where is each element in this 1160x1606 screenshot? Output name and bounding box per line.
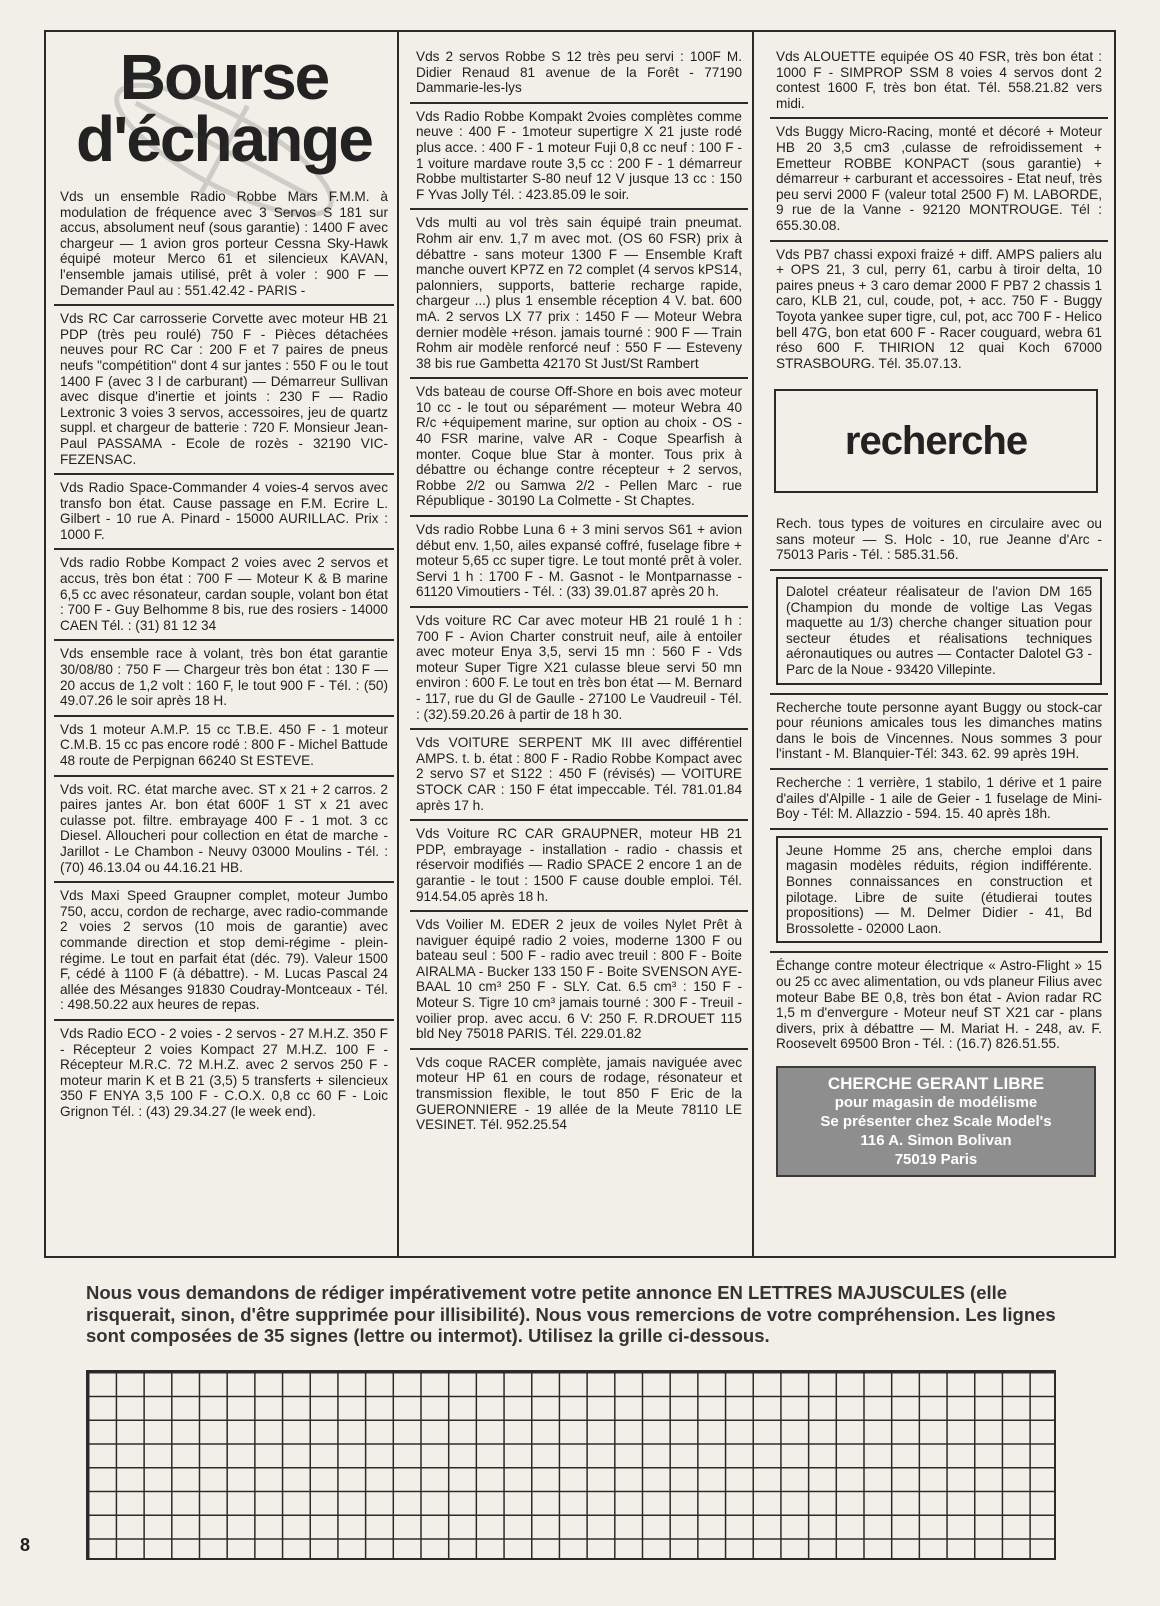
classified-ad: Vds Maxi Speed Graupner complet, moteur Jumbo 750, accu, cordon de recharge, avec radio-commande 2 voies 2 servos (10 mois de garantie) avec commande direction et stop demi-régime - plein-régime. Le tout en parfait état (déc. 79). Valeur 1500 F, cédé à 1100 F (à débattre). - M. Lucas Pascal 24 allée des Mésanges 91830 Coudray-Montceaux - Tél. : 498.50.22 aux heures de repas. bbox=[54, 883, 394, 1021]
classified-ad: Vds radio Robbe Kompact 2 voies avec 2 servos et accus, très bon état : 700 F — Moteur K & B marine 6,5 cc avec résonateur, cardan souple, volant bon état : 700 F - Guy Belhomme 8 bis, rue des rosiers - 14000 CAEN Tél. : (31) 81 12 34 bbox=[54, 550, 394, 641]
classified-ad: Vds Buggy Micro-Racing, monté et décoré + Moteur HB 20 3,5 cm3 ,culasse de refroidissement + Emetteur ROBBE KONPACT (sous garantie) + démarreur + carburant et accessoires - Etat neuf, très peu servi 2000 F (valeur total 2500 F) M. LABORDE, 9 rue de la Vanne - 92120 MONTROUGE. Tél : 655.30.08. bbox=[770, 119, 1108, 241]
wanted-ad: Échange contre moteur électrique « Astro-Flight » 15 ou 25 cc avec alimentation, ou vds planeur Filius avec moteur Babe BE 0,8, très bon état - Avion radar RC 1,5 m d'envergure - Moteur neuf ST X21 car - plans divers, prix à débattre — M. Mariat H. - 248, av. F. Roosevelt 69500 Bron - Tél. : (16.7) 826.51.55. bbox=[770, 951, 1108, 1058]
column-divider bbox=[752, 30, 754, 1258]
classified-ad: Vds coque RACER complète, jamais naviguée avec moteur HP 61 en cours de rodage, résonateur et transmission flexible, le tout 850 F Eric de la GUERONNIERE - 19 allée de la Meute 78110 LE VESINET. Tél. 952.25.54 bbox=[416, 1054, 742, 1133]
classified-ad: Vds RC Car carrosserie Corvette avec moteur HB 21 PDP (très peu roulé) 750 F - Pièces détachées neuves pour RC Car : 200 F et 7 paires de pneus neufs "compétition" dont 4 sur jantes : 550 F ou le tout 1400 F (avec 3 l de carburant) — Démarreur Sullivan avec disque d'inertie et joints : 230 F — Radio Lextronic 3 voies 3 servos, accessoires, jeu de quartz suppl. et chargeur de batterie : 720 F. Monsieur Jean-Paul PASSAMA - Ecole de rozès - 32190 VIC-FEZENSAC. bbox=[54, 306, 394, 475]
classified-ad: Vds ensemble race à volant, très bon état garantie 30/08/80 : 750 F — Chargeur très bon état : 130 F — 20 accus de 1,2 volt : 160 F, le tout 900 F - Tél. : (50) 49.07.26 le soir après 18 H. bbox=[54, 641, 394, 716]
classified-ad: Vds bateau de course Off-Shore en bois avec moteur 10 cc - le tout ou séparément — moteur Webra 40 R/c +équipement marine, sur option au choix - OS - 40 FSR marine, valve AR - Coque Spearfish à monter. Coque blue Star à monter. Tous prix à débattre ou échange contre récepteur + 2 servos, Robbe 2/2 ou Samwa 2/2 - Pellen Marc - rue République - 30190 La Colmette - St Chaptes. bbox=[410, 379, 748, 517]
ad-writing-grid[interactable] bbox=[86, 1370, 1056, 1560]
classified-ad: Vds Voilier M. EDER 2 jeux de voiles Nylet Prêt à naviguer équipé radio 2 voies, moderne 1300 F ou bateau seul : 500 F - radio avec treuil : 800 F - Boite AIRALMA - Bucker 133 150 F - Boite SVENSON AYE-BAAL 10 cm³ 250 F - SLY. Cat. 6.5 cm³ : 150 F - Moteur S. Tigre 10 cm³ jamais tourné : 300 F - Treuil - voilier prop. avec accu. 6 V: 250 F. R.DROUET 115 bld Ney 75018 PARIS. Tél. 229.01.82 bbox=[410, 912, 748, 1050]
wanted-ad: Rech. tous types de voitures en circulaire avec ou sans moteur — S. Holc - 10, rue Jeanne d'Arc - 75013 Paris - Tél. : 585.31.56. bbox=[770, 511, 1108, 571]
wanted-ad: Recherche : 1 verrière, 1 stabilo, 1 dérive et 1 paire d'ailes d'Alpille - 1 aile de Geier - 1 fuselage de Mini-Boy - Tél: M. Allazzio - 594. 15. 40 après 18h. bbox=[770, 770, 1108, 830]
classified-ad: Vds ALOUETTE equipée OS 40 FSR, très bon état : 1000 F - SIMPROP SSM 8 voies 4 servos dont 2 contest 1600 F, très bon état. Tél. 558.21.82 vers midi. bbox=[770, 44, 1108, 119]
gerant-line: pour magasin de modélisme bbox=[834, 1093, 1038, 1111]
classified-ad: Vds 1 moteur A.M.P. 15 cc T.B.E. 450 F - 1 moteur C.M.B. 15 cc pas encore rodé : 800 F - Michel Battude 48 route de Perpignan 66240 St ESTEVE. bbox=[54, 717, 394, 777]
classified-ad: Vds Radio Robbe Kompakt 2voies complètes comme neuve : 400 F - 1moteur supertigre X 21 juste rodé plus acce. : 400 F - 1 moteur Fuji 0,8 cc neuf : 100 F - 1 voiture mardave route 3,5 cc : 200 F - 1 démarreur Robbe multistarter S-80 neuf 12 V jusque 13 cc : 150 F Yvas Jolly Tél. : 423.85.09 le soir. bbox=[410, 104, 748, 211]
title-line-1: Bourse bbox=[119, 41, 329, 113]
wanted-ad: Recherche toute personne ayant Buggy ou stock-car pour réunions amicales tous les dimanches matins dans le bois de Vincennes. Nous sommes 3 pour l'instant - M. Blanquier-Tél: 343. 62. 99 après 19H. bbox=[770, 693, 1108, 770]
classified-ad: Vds voiture RC Car avec moteur HB 21 roulé 1 h : 700 F - Avion Charter construit neuf, aile à entoiler avec moteur Enya 3,5, servi 15 mn : 560 F - Vds moteur Super Tigre X21 culasse bleue servi 50 mn environ : 600 F. Le tout en très bon état — M. Bernard - 117, rue du Gl de Gaulle - 27100 Le Vaudreuil - Tél. : (32).59.20.26 à partir de 18 h 30. bbox=[410, 608, 748, 730]
title-line-2: d'échange bbox=[76, 103, 372, 175]
classified-ad: Vds radio Robbe Luna 6 + 3 mini servos S61 + avion début env. 1,50, ailes expansé coffré, fuselage fibre + moteur 5,65 cc super tigre. Le tout monté prêt à voler. Servi 1 h : 1700 F - M. Gasnot - le Montparnasse - 61120 Vimoutiers - Tél. : (33) 39.01.87 après 20 h. bbox=[410, 517, 748, 608]
classified-ad: Vds multi au vol très sain équipé train pneumat. Rohm air env. 1,7 m avec mot. (OS 60 FSR) prix à débattre - sans moteur 1300 F — Ensemble Kraft manche ouvert KP7Z en 72 complet (4 servos kPS14, palonniers, supports, batterie recharge rapide, chargeur ...) plus 1 ensemble réception 4 V. bat. 600 mA. 2 servos LX 77 prix : 1450 F — Moteur Webra dernier modèle +réson. jamais tourné : 900 F — Train Rohm air modèle renforcé neuf : 550 F — Esteveny 38 bis rue Gambetta 42170 St Just/St Rambert bbox=[410, 210, 748, 379]
column-divider bbox=[397, 30, 399, 1258]
page-number: 8 bbox=[20, 1535, 31, 1555]
classified-ad: Vds Voiture RC CAR GRAUPNER, moteur HB 21 PDP, embrayage - installation - radio - chassis et réservoir modifiés — Radio SPACE 2 encore 1 an de garantie - le tout : 1500 F cause double emploi. Tél. 914.54.05 après 18 h. bbox=[410, 821, 748, 912]
gerant-line: 116 A. Simon Bolivan bbox=[860, 1131, 1012, 1149]
wanted-ad-boxed: Jeune Homme 25 ans, cherche emploi dans magasin modèles réduits, région indifférente. Bonnes connaissances en construction et pilotage. Libre de suite (étudierai toutes propositions) — M. Delmer Didier - 41, Bd Brossolette - 02000 Laon. bbox=[776, 836, 1102, 944]
classified-ad: Vds 2 servos Robbe S 12 très peu servi : 100F M. Didier Renaud 81 avenue de la Forêt - 77190 Dammarie-les-lys bbox=[410, 44, 748, 104]
recherche-heading: recherche bbox=[774, 389, 1098, 493]
column-middle bbox=[410, 44, 748, 1139]
footer-notice: Nous vous demandons de rédiger impérativement votre petite annonce EN LETTRES MAJUSCULES (elle risquerait, sinon, d'être supprimée pour illisibilité). Nous vous remercions de votre compréhension. Les lignes sont composées de 35 signes (lettre ou intermot). Utilisez la grille ci-dessous. bbox=[86, 1282, 1056, 1346]
classified-ad: Vds voit. RC. état marche avec. ST x 21 + 2 carros. 2 paires jantes Ar. bon état 600F 1 ST x 21 avec culasse pot. filtre. embrayage 400 F - 1 mot. 3 cc Diesel. Alloucheri pour collection en état de marche - Jarillot - Le Chambon - Neuvy 03000 Moulins - Tél. : (70) 46.13.04 ou 44.16.21 HB. bbox=[54, 777, 394, 884]
gerant-line: Se présenter chez Scale Model's bbox=[820, 1112, 1052, 1130]
wanted-ad-boxed: Dalotel créateur réalisateur de l'avion DM 165 (Champion du monde de voltige Las Vegas maquette au 1/3) cherche changer situation pour secteur études et réalisations techniques aéronautiques ou autres — Contacter Dalotel G3 - Parc de la Noue - 93420 Villepinte. bbox=[776, 577, 1102, 685]
page-title bbox=[54, 40, 394, 184]
classified-ad: Vds un ensemble Radio Robbe Mars F.M.M. à modulation de fréquence avec 3 Servos S 181 sur accus, absolument neuf (sous garantie) : 1400 F avec chargeur — 1 avion gros porteur Cessna Sky-Hawk équipé moteur Merco 61 et silencieux KAVAN, l'ensemble jamais utilisé, prêt à voler : 900 F — Demander Paul au : 551.42.42 - PARIS - bbox=[54, 184, 394, 306]
column-right bbox=[770, 44, 1108, 1177]
classified-ad: Vds VOITURE SERPENT MK III avec différentiel AMPS. t. b. état : 800 F - Radio Robbe Kompact avec 2 servo S7 et S122 : 450 F (révisés) — VOITURE STOCK CAR : 150 F état impeccable. Tél. 781.01.84 après 17 h. bbox=[410, 730, 748, 821]
classified-ad: Vds Radio Space-Commander 4 voies-4 servos avec transfo bon état. Cause passage en F.M. Ecrire L. Gilbert - 10 rue A. Pinard - 15000 AURILLAC. Prix : 1000 F. bbox=[54, 475, 394, 550]
classified-ad: Vds PB7 chassi expoxi fraizé + diff. AMPS paliers alu + OPS 21, 3 cul, perry 61, carbu à tiroir delta, 10 paires pneus + 3 caro demar 2000 F PB7 2 chassis 1 caro, KLB 21, cul, coude, pot, + acc. 750 F - Buggy Toyota yankee super tigre, cul, pot, acc 700 F - Helico bell 47G, bon etat 600 F - Racer couguard, webra 61 réso 600 F. THIRION 12 quai Koch 67000 STRASBOURG. Tél. 35.07.13. bbox=[776, 246, 1102, 371]
classified-ad: Vds Radio ECO - 2 voies - 2 servos - 27 M.H.Z. 350 F - Récepteur 2 voies Kompact 27 M.H.Z. 100 F - Récepteur M.R.C. 72 M.H.Z. avec 2 servos 250 F - moteur marin K et B 21 (3,5) 5 transferts + silencieux 350 F ENYA 3,5 100 F - C.O.X. 0,8 cc 60 F - Loic Grignon Tél. : (43) 29.34.27 (le week end). bbox=[60, 1025, 388, 1119]
column-left bbox=[54, 40, 394, 1125]
gerant-banner bbox=[776, 1066, 1096, 1177]
gerant-line: CHERCHE GERANT LIBRE bbox=[827, 1073, 1045, 1093]
gerant-line: 75019 Paris bbox=[894, 1150, 978, 1168]
